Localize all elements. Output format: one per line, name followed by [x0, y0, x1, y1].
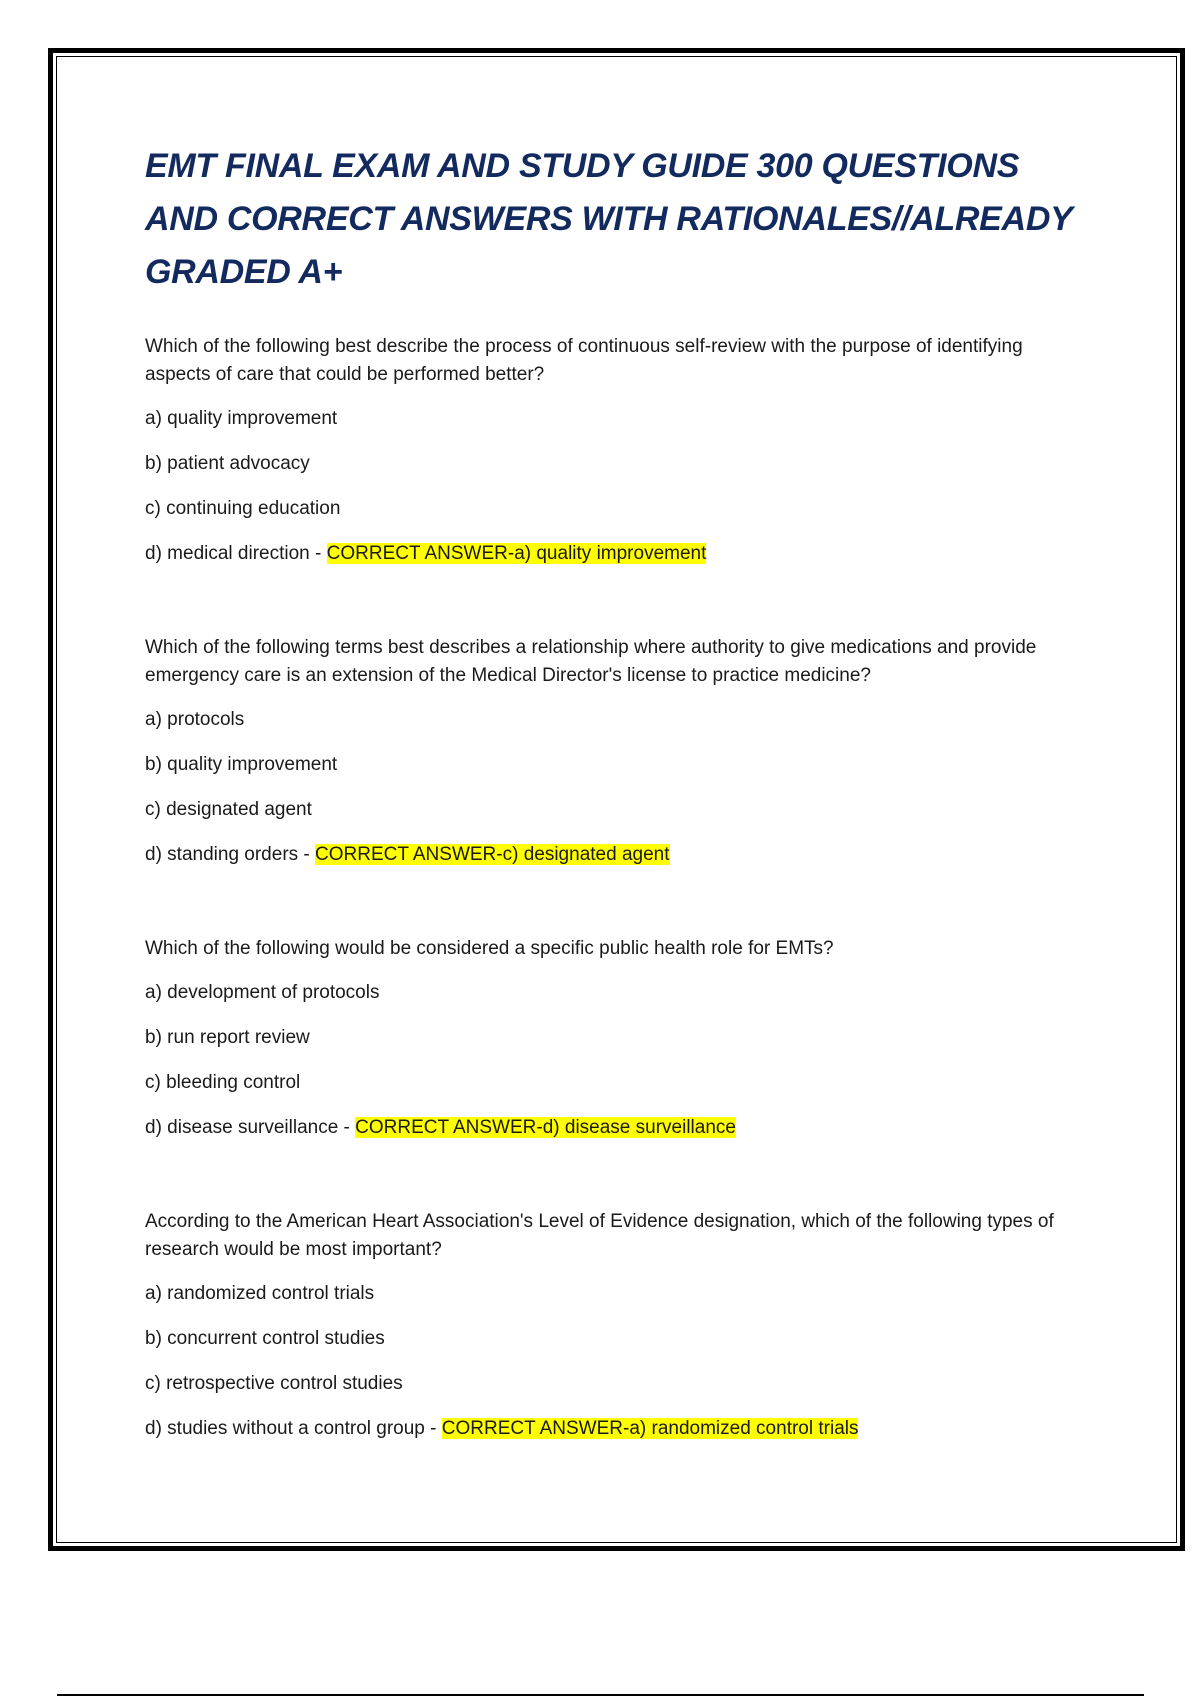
question-block — [145, 935, 1075, 1142]
question-block — [145, 333, 1075, 568]
answer-separator: - — [424, 1418, 442, 1439]
document-content — [145, 140, 1075, 1509]
answer-option: b) patient advocacy — [145, 453, 310, 474]
correct-answer-highlight: CORRECT ANSWER-d) disease surveillance — [355, 1117, 736, 1138]
answer-option: b) quality improvement — [145, 754, 338, 775]
footer-divider — [57, 1694, 1144, 1696]
answer-option: b) run report review — [145, 1027, 310, 1048]
question-text: According to the American Heart Association's Level of Evidence designation, which of the following types of research would be most important? — [145, 1211, 1054, 1260]
answer-option: a) protocols — [145, 709, 245, 730]
correct-answer-highlight: CORRECT ANSWER-a) randomized control trials — [441, 1418, 859, 1439]
answer-option: a) development of protocols — [145, 982, 380, 1003]
answer-option-last — [145, 540, 1075, 568]
answer-option: c) designated agent — [145, 799, 312, 820]
answer-option: c) continuing education — [145, 498, 341, 519]
answer-option: d) medical direction — [145, 543, 310, 564]
correct-answer-highlight: CORRECT ANSWER-c) designated agent — [315, 844, 670, 865]
answer-option-last — [145, 1415, 1075, 1443]
answer-option: d) studies without a control group — [145, 1418, 425, 1439]
answer-option: c) retrospective control studies — [145, 1373, 403, 1394]
question-text: Which of the following best describe the process of continuous self-review with the purpose of identifying aspects of care that could be performed better? — [145, 336, 1023, 385]
answer-option-last — [145, 841, 1075, 869]
answer-option: c) bleeding control — [145, 1072, 301, 1093]
answer-option: a) quality improvement — [145, 408, 338, 429]
answer-separator: - — [298, 844, 316, 865]
answer-option: a) randomized control trials — [145, 1283, 375, 1304]
question-block — [145, 1208, 1075, 1443]
question-block — [145, 634, 1075, 869]
question-text: Which of the following terms best describes a relationship where authority to give medications and provide emergency care is an extension of the Medical Director's license to practice medicine? — [145, 637, 1037, 686]
answer-option: d) disease surveillance — [145, 1117, 339, 1138]
correct-answer-highlight: CORRECT ANSWER-a) quality improvement — [326, 543, 707, 564]
answer-separator: - — [338, 1117, 356, 1138]
document-title: EMT FINAL EXAM AND STUDY GUIDE 300 QUESTIONS AND CORRECT ANSWERS WITH RATIONALES//ALREADY GRADED A+ — [145, 147, 1072, 291]
answer-option: d) standing orders — [145, 844, 299, 865]
answer-option-last — [145, 1114, 1075, 1142]
answer-option: b) concurrent control studies — [145, 1328, 385, 1349]
question-text: Which of the following would be considered a specific public health role for EMTs? — [145, 938, 834, 959]
answer-separator: - — [309, 543, 327, 564]
